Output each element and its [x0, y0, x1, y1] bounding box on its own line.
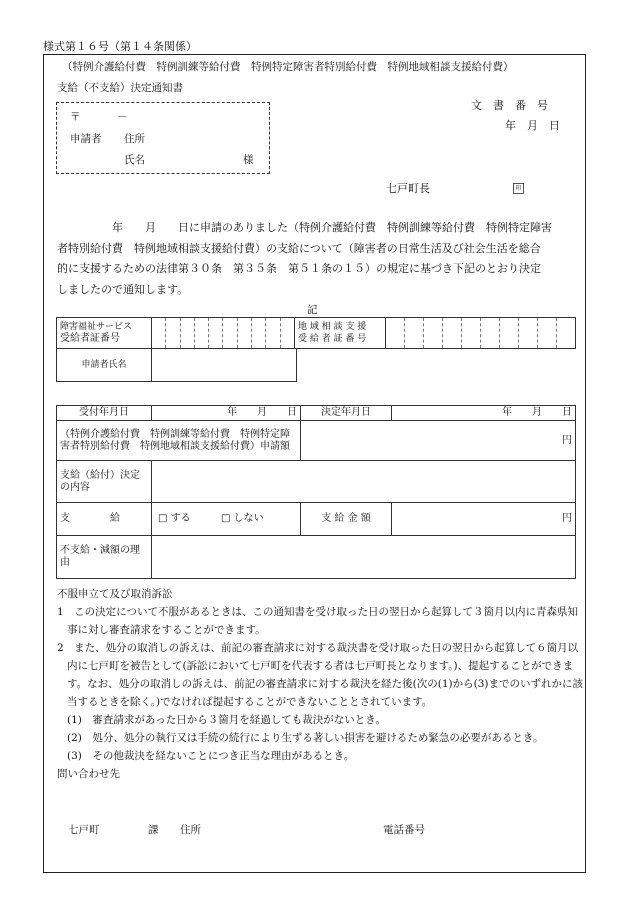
applicant-label: 申請者 — [70, 133, 102, 145]
content-field[interactable] — [152, 461, 576, 503]
regional-label: 地 域 相 談 支 援 受 給 者 証 番 号 — [295, 318, 386, 349]
inquiry-town: 七戸町 — [68, 824, 100, 836]
reason-label: 不支給・減額の理由 — [57, 536, 152, 579]
ki-label: 記 — [307, 304, 318, 316]
inquiry-section: 課 — [148, 824, 159, 836]
applicant-name-label: 申請者氏名 — [57, 349, 152, 382]
certificate-table — [56, 317, 576, 349]
reason-field[interactable] — [152, 536, 576, 579]
payment-amount-label: 支 給 金 額 — [301, 503, 392, 536]
decision-date-value[interactable]: 年 月 日 — [392, 406, 576, 421]
applicant-name-field[interactable] — [152, 349, 297, 382]
sub-item-1: (1) 審査請求があった日から３箇月を経過しても裁決がないとき。 — [67, 714, 386, 726]
sub-item-3: (3) その他裁決を経ないことにつき正当な理由があるとき。 — [67, 750, 355, 762]
appeal-heading: 不服申立て及び取消訴訟 — [57, 588, 173, 600]
applicant-name-table — [56, 348, 297, 382]
notice-date: 年 月 日 — [505, 119, 560, 132]
notice-title: 支給（不支給）決定通知書 — [57, 82, 183, 94]
cert-label: 障害福祉サービス 受給者証番号 — [57, 318, 152, 349]
payment-label: 支 給 — [57, 503, 152, 536]
inquiry-address: 住所 — [180, 824, 201, 836]
honorific: 様 — [243, 154, 254, 166]
inquiry-heading: 問い合わせ先 — [57, 768, 120, 780]
decision-date-label: 決定年月日 — [301, 406, 392, 421]
name-label: 氏名 — [124, 154, 145, 166]
postal-dash: － — [117, 111, 128, 123]
body-text: 年 月 日に申請のありました（特例介護給付費 特例訓練等給付費 特例特定障害 者特別給付費 特例地域相談支援給付費）の支給について（障害者の日常生活及び社会生活を総合 的に支援するための法律第３０条 第３５条 第５１条の１５）の規定に基づき下記のとおり決定 しましたので通知します。 — [57, 221, 552, 296]
benefit-types: （特例介護給付費 特例訓練等給付費 特例特定障害者特別給付費 特例地域相談支援給付費） — [62, 61, 514, 73]
payment-amount-value[interactable]: 円 — [392, 503, 576, 536]
decision-table — [56, 405, 576, 579]
inquiry-phone: 電話番号 — [383, 824, 425, 836]
received-date-label: 受付年月日 — [57, 406, 152, 421]
option-no-checkbox[interactable]: □ しない — [221, 513, 264, 524]
amount-value[interactable]: 円 — [301, 421, 576, 461]
form-number: 様式第１６号（第１４条関係） — [43, 40, 197, 53]
regional-number-cells[interactable] — [386, 318, 576, 349]
option-yes-checkbox[interactable]: □ する — [158, 513, 191, 524]
address-label: 住所 — [124, 133, 145, 145]
postal-mark: 〒 — [70, 111, 81, 123]
doc-number-label: 文 書 番 号 — [471, 99, 548, 112]
appeal-item-1: 1 この決定について不服があるときは、この通知書を受け取った日の翌日から起算して３箇月以内に青森県知事に対し審査請求をすることができます。 — [57, 606, 578, 636]
cert-number-cells[interactable] — [152, 318, 295, 349]
received-date-value[interactable]: 年 月 日 — [152, 406, 301, 421]
content-label: 支給（給付）決定の内容 — [57, 461, 152, 503]
issuer: 七戸町長 — [386, 182, 430, 195]
sub-item-2: (2) 処分、処分の執行又は手続の続行により生ずる著しい損害を避けるため緊急の必要があるとき。 — [67, 732, 544, 744]
seal-icon: 印 — [513, 181, 524, 194]
appeal-section — [57, 585, 587, 783]
payment-options — [152, 503, 301, 536]
amount-label: （特例介護給付費 特例訓練等給付費 特例特定障害者特別給付費 特例地域相談支援給付費）申請額 — [57, 421, 301, 461]
appeal-item-2: 2 また、処分の取消しの訴えは、前記の審査請求に対する裁決書を受け取った日の翌日から起算して６箇月以内に七戸町を被告として(訴訟において七戸町を代表する者は七戸町長となります。)、提起することができます。なお、処分の取消しの訴えは、前記の審査請求に対する裁決を経た後(次の(1)から(3)までのいずれかに該当するときを除く。)でなければ提起することができないこととされています。 — [57, 642, 584, 708]
